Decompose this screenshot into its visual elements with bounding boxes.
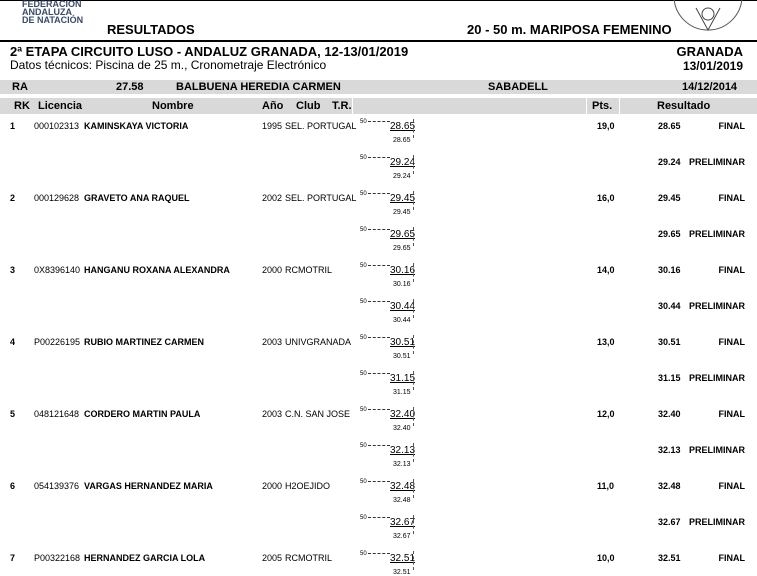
result-status: PRELIMINAR [689,373,745,383]
club: SEL. PORTUGAL [285,121,357,131]
split-distance: 50 [360,299,367,305]
split-cumulative: 29.45 [393,209,411,216]
rank: 7 [10,553,16,563]
licence: 000102313 [34,121,80,131]
split-cumulative: 29.24 [393,173,411,180]
result-time: 32.13 [658,445,681,455]
split-leader [368,481,390,482]
city: GRANADA [676,44,743,59]
split-cumulative: 32.51 [393,569,411,576]
split-leader [368,409,390,410]
result-status: FINAL [718,265,745,275]
result-time: 32.40 [658,409,681,419]
split-leader [368,301,390,302]
split-cumulative: 30.44 [393,317,411,324]
club: UNIVGRANADA [285,337,352,347]
split-time: 30.51 [390,337,416,348]
col-sep [352,98,353,114]
swimmer-name: GRAVETO ANA RAQUEL [84,193,190,203]
result-time: 30.44 [658,301,681,311]
split-time: 29.24 [390,157,416,168]
split-distance: 50 [360,515,367,521]
rank: 6 [10,481,16,491]
col-rk: RK [14,100,30,112]
result-time: 29.65 [658,229,681,239]
birth-year: 2003 [262,409,283,419]
split-distance: 50 [360,407,367,413]
points: 11,0 [597,481,615,491]
split-distance: 50 [360,443,367,449]
result-time: 32.48 [658,481,681,491]
split-time: 32.51 [390,553,416,564]
club: RCMOTRIL [285,553,332,563]
split-distance: 50 [360,191,367,197]
split-marker [413,551,414,570]
split-leader [368,553,390,554]
competition-name: 2ª ETAPA CIRCUITO LUSO - ANDALUZ GRANADA, 12-13/01/2019 [10,44,409,59]
header-divider [0,40,757,42]
col-ano: Año [262,100,284,112]
federation-logo: FEDERACIÓN ANDALUZA DE NATACIÓN [22,0,84,25]
split-cumulative: 32.67 [393,533,411,540]
swimmer-name: CORDERO MARTIN PAULA [84,409,201,419]
result-status: FINAL [718,193,745,203]
swimmer-name: RUBIO MARTINEZ CARMEN [84,337,204,347]
col-resultado: Resultado [657,100,711,112]
split-distance: 50 [360,263,367,269]
split-distance: 50 [360,551,367,557]
column-header-row [0,98,757,114]
split-marker [413,515,414,534]
split-distance: 50 [360,155,367,161]
seal-icon [668,0,748,40]
split-cumulative: 29.65 [393,245,411,252]
licence: 000129628 [34,193,80,203]
result-status: PRELIMINAR [689,301,745,311]
split-marker [413,443,414,462]
club: SEL. PORTUGAL [285,193,357,203]
result-time: 29.45 [658,193,681,203]
col-sep [586,98,587,114]
club: C.N. SAN JOSE [285,409,351,419]
top-border [0,0,757,1]
points: 19,0 [597,121,615,131]
result-status: FINAL [718,553,745,563]
split-leader [368,373,390,374]
points: 14,0 [597,265,615,275]
club: RCMOTRIL [285,265,332,275]
split-distance: 50 [360,227,367,233]
birth-year: 2002 [262,193,283,203]
rank: 3 [10,265,16,275]
rank: 5 [10,409,16,419]
split-time: 31.15 [390,373,416,384]
col-club: Club [296,100,321,112]
result-status: FINAL [718,409,745,419]
split-marker [413,299,414,318]
split-leader [368,157,390,158]
split-time: 32.67 [390,517,416,528]
result-time: 28.65 [658,121,681,131]
result-status: PRELIMINAR [689,229,745,239]
result-status: PRELIMINAR [689,445,745,455]
swimmer-name: HANGANU ROXANA ALEXANDRA [84,265,230,275]
split-marker [413,263,414,282]
col-nombre: Nombre [152,100,194,112]
split-marker [413,155,414,174]
birth-year: 2005 [262,553,283,563]
split-marker [413,335,414,354]
split-marker [413,479,414,498]
swimmer-name: KAMINSKAYA VICTORIA [84,121,189,131]
technical-data: Datos técnicos: Piscina de 25 m., Cronometraje Electrónico [10,58,327,72]
split-time: 28.65 [390,121,416,132]
col-pts: Pts. [592,100,613,112]
result-status: FINAL [718,337,745,347]
split-time: 32.40 [390,409,416,420]
split-distance: 50 [360,371,367,377]
rank: 1 [10,121,16,131]
swimmer-name: VARGAS HERNANDEZ MARIA [84,481,213,491]
points: 13,0 [597,337,615,347]
split-marker [413,191,414,210]
split-leader [368,229,390,230]
split-cumulative: 30.16 [393,281,411,288]
result-status: FINAL [718,481,745,491]
result-time: 32.67 [658,517,681,527]
split-cumulative: 30.51 [393,353,411,360]
header-date: 13/01/2019 [682,59,743,73]
split-marker [413,119,414,138]
split-marker [413,227,414,246]
points: 16,0 [597,193,615,203]
rank: 2 [10,193,16,203]
split-cumulative: 31.15 [393,389,411,396]
points: 10,0 [597,553,615,563]
birth-year: 2000 [262,265,283,275]
result-time: 30.16 [658,265,681,275]
licence: 0X8396140 [34,265,81,275]
split-leader [368,445,390,446]
result-status: FINAL [718,121,745,131]
points: 12,0 [597,409,615,419]
result-time: 30.51 [658,337,681,347]
result-time: 31.15 [658,373,681,383]
split-leader [368,121,390,122]
birth-year: 1995 [262,121,283,131]
result-time: 29.24 [658,157,681,167]
result-time: 32.51 [658,553,681,563]
col-licencia: Licencia [38,100,83,112]
split-distance: 50 [360,479,367,485]
col-sep [619,98,620,114]
split-time: 32.13 [390,445,416,456]
split-distance: 50 [360,119,367,125]
licence: 054139376 [34,481,80,491]
split-leader [368,193,390,194]
split-cumulative: 28.65 [393,137,411,144]
result-status: PRELIMINAR [689,157,745,167]
split-leader [368,337,390,338]
licence: P00322168 [34,553,81,563]
licence: 048121648 [34,409,80,419]
split-cumulative: 32.40 [393,425,411,432]
split-cumulative: 32.48 [393,497,411,504]
split-distance: 50 [360,335,367,341]
birth-year: 2000 [262,481,283,491]
split-marker [413,407,414,426]
split-marker [413,371,414,390]
page-title: RESULTADOS [107,22,195,37]
split-time: 30.16 [390,265,416,276]
split-leader [368,517,390,518]
club: H2OEJIDO [285,481,331,491]
event-title: 20 - 50 m. MARIPOSA FEMENINO [467,22,672,37]
birth-year: 2003 [262,337,283,347]
record-row [0,80,757,94]
record-time: 27.58 [116,81,144,93]
split-time: 32.48 [390,481,416,492]
record-code: RA [12,81,28,93]
record-date: 14/12/2014 [682,81,738,93]
split-cumulative: 32.13 [393,461,411,468]
swimmer-name: HERNANDEZ GARCIA LOLA [84,553,206,563]
split-time: 30.44 [390,301,416,312]
split-leader [368,265,390,266]
split-time: 29.45 [390,193,416,204]
record-holder: BALBUENA HEREDIA CARMEN [176,81,341,93]
col-tr: T.R. [332,100,352,112]
result-status: PRELIMINAR [689,517,745,527]
split-time: 29.65 [390,229,416,240]
record-club: SABADELL [488,81,548,93]
rank: 4 [10,337,16,347]
licence: P00226195 [34,337,81,347]
